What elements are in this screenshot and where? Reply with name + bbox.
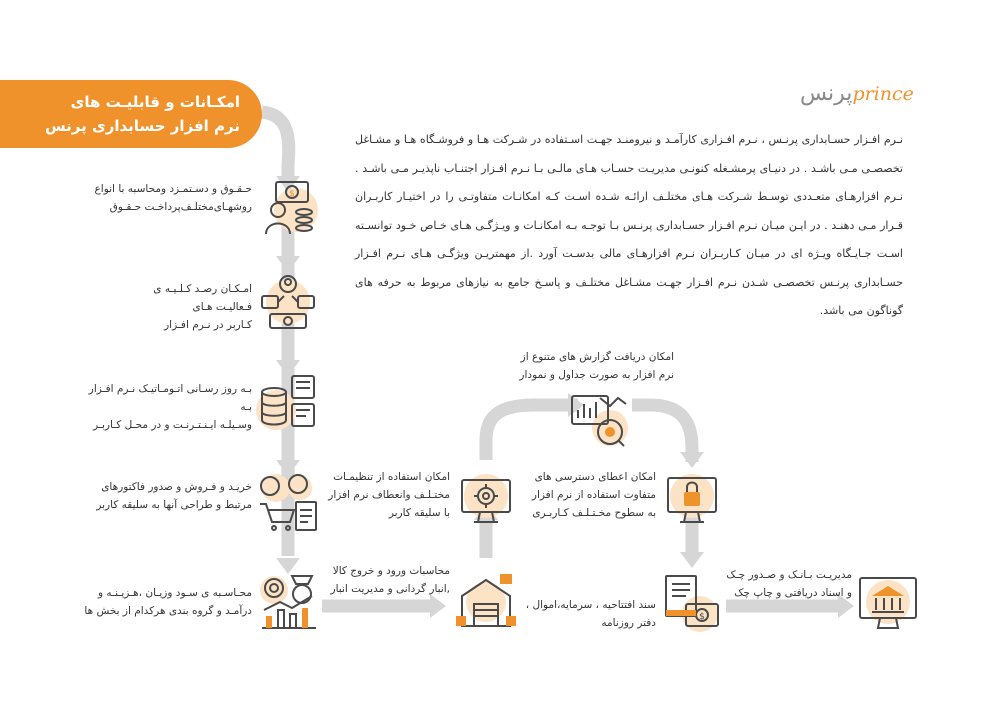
feature-settings-line2: مختـلـف وانعطاف نرم افزار bbox=[328, 489, 450, 501]
shopping-cart-icon bbox=[256, 470, 320, 534]
feature-payroll-line2: روشهـای‌مختلـف‌پرداخـت حـقـوق bbox=[109, 201, 252, 213]
feature-documents bbox=[510, 596, 656, 632]
arrow-to-documents bbox=[680, 552, 704, 568]
feature-invoices bbox=[76, 478, 252, 514]
feature-settings-line3: با سلیقه کاربر bbox=[388, 507, 450, 519]
bank-icon bbox=[856, 570, 920, 634]
feature-warehouse-line2: ,انبار گردانی و مدیریت انبار bbox=[330, 583, 450, 595]
feature-bank bbox=[722, 566, 852, 602]
feature-access-line3: به سطوح مخـتـلـف کـاربـری bbox=[532, 507, 656, 519]
banner-line-2: نرم افزار حسابداری پرنس bbox=[44, 117, 240, 135]
feature-bank-line1: مدیریـت بـانـک و صـدور چـک bbox=[726, 569, 852, 581]
feature-access bbox=[510, 468, 656, 522]
feature-reports-line1: امکان دریافت گزارش های متنوع از bbox=[520, 351, 674, 363]
monitoring-node bbox=[256, 270, 320, 334]
feature-profit-line1: محـاسـبه ی سـود وزیـان ،هـزیـنـه و bbox=[97, 587, 252, 599]
banner-line-1: امکـانات و قابلیـت های bbox=[70, 93, 240, 111]
feature-access-line1: امکان اعطای دسترسی های bbox=[534, 471, 656, 483]
settings-monitor-icon bbox=[454, 466, 518, 530]
feature-settings-line1: امکان استفاده از تنظیمـات bbox=[333, 471, 450, 483]
feature-monitoring-line2: کـاربر در نـرم افـزار bbox=[164, 319, 252, 331]
documents-node bbox=[660, 570, 724, 634]
feature-payroll-line1: حـقـوق و دسـتمـزد ومحاسبه با انواع bbox=[94, 183, 252, 195]
feature-monitoring-line1: امـکـان رصـد کـلـیـه ی فـعالیـت هـای bbox=[153, 283, 252, 313]
backup-node bbox=[256, 372, 320, 436]
svg-text:$: $ bbox=[289, 189, 295, 199]
track-banner-curve bbox=[262, 112, 289, 176]
bank-node bbox=[856, 570, 920, 634]
reports-node bbox=[566, 388, 630, 452]
feature-bank-line2: و اسناد دریافتی و چاپ چک bbox=[734, 587, 852, 599]
svg-text:$: $ bbox=[699, 612, 705, 622]
feature-documents-line1: سند افتتاحیه ، سرمایه،اموال ، bbox=[525, 599, 656, 611]
database-update-icon bbox=[256, 372, 320, 436]
documents-icon bbox=[660, 570, 724, 634]
feature-profit bbox=[76, 584, 252, 620]
feature-invoices-line2: مرتبط و طراحی آنها به سلیقه کاربر bbox=[96, 499, 252, 511]
report-chart-icon bbox=[566, 388, 630, 452]
feature-backup bbox=[76, 380, 252, 434]
feature-backup-line2: وسـیلـه ایـنـتـرنـت و در محـل کـاربـر bbox=[93, 419, 252, 431]
warehouse-icon bbox=[454, 570, 518, 634]
feature-payroll bbox=[76, 180, 252, 216]
title-banner bbox=[0, 80, 262, 148]
intro-paragraph: نـرم افـزار حسـابداری پرنـس ، نـرم افـزاری کارآمـد و نیرومنـد جهـت اسـتفاده در شـرکت هـا و فروشـگاه هـا و مشـاغل تخصصـی مـی باشـد . در دنیـای پرمشـغله کنونـی مدیریـت حسـاب هـای مالـی بـا نـرم افـزار اجتنـاب ناپذیـر مـی باشـد . نـرم افزارهـای متعـددی توسـط شـرکت هـای مختلـف ارائـه شـده اسـت کـه امکانـات متفاوتـی را در اختیـار کاربـران قـرار مـی دهنـد . در ایـن میـان نـرم افـزار حسـابداری پرنـس بـا توجـه بـه امکانـات و ویـژگـی هـای خـاص خـود توانسـته اسـت جـایـگاه ویـژه ای در میـان کـاربـران نـرم افزارهـای مالی بدسـت آورد .از مهمتریـن ویژگـی هـای نـرم افـزار حسـابداری پرنـس تخصصـی شـدن نـرم افـزار جهـت مشـاغل مختلـف و پاسـخ جامع به نیازهای مربوط به حرفه های گوناگون می باشد. bbox=[355, 133, 903, 317]
payroll-icon bbox=[256, 176, 320, 240]
feature-warehouse bbox=[308, 562, 450, 598]
feature-reports bbox=[480, 348, 674, 384]
warehouse-node bbox=[454, 570, 518, 634]
feature-warehouse-line1: محاسبات ورود و خروج کالا bbox=[332, 565, 450, 577]
access-lock-icon bbox=[660, 466, 724, 530]
feature-documents-line2: دفتر روزنامه bbox=[601, 617, 656, 629]
feature-reports-line2: نرم افزار به صورت جداول و نمودار bbox=[519, 369, 674, 381]
track-arch bbox=[486, 405, 578, 460]
feature-monitoring bbox=[116, 280, 252, 334]
logo-persian: پرنس bbox=[800, 81, 853, 106]
settings-node bbox=[454, 466, 518, 530]
prince-logo bbox=[800, 78, 915, 110]
payroll-node bbox=[256, 176, 320, 240]
feature-settings bbox=[318, 468, 450, 522]
feature-access-line2: متفاوت استفاده از نرم افزار bbox=[531, 489, 656, 501]
feature-backup-line1: بـه روز رسـانی اتـومـاتیـک نـرم افـزار بـه bbox=[88, 383, 252, 413]
feature-profit-line2: درآمـد و گروه بندی هرکدام از بخش ها bbox=[84, 605, 252, 617]
access-node bbox=[660, 466, 724, 530]
user-activity-icon bbox=[256, 270, 320, 334]
feature-invoices-line1: خریـد و فـروش و صدور فاکتورهای bbox=[101, 481, 252, 493]
invoices-node bbox=[256, 470, 320, 534]
logo-latin: prince bbox=[852, 83, 914, 105]
